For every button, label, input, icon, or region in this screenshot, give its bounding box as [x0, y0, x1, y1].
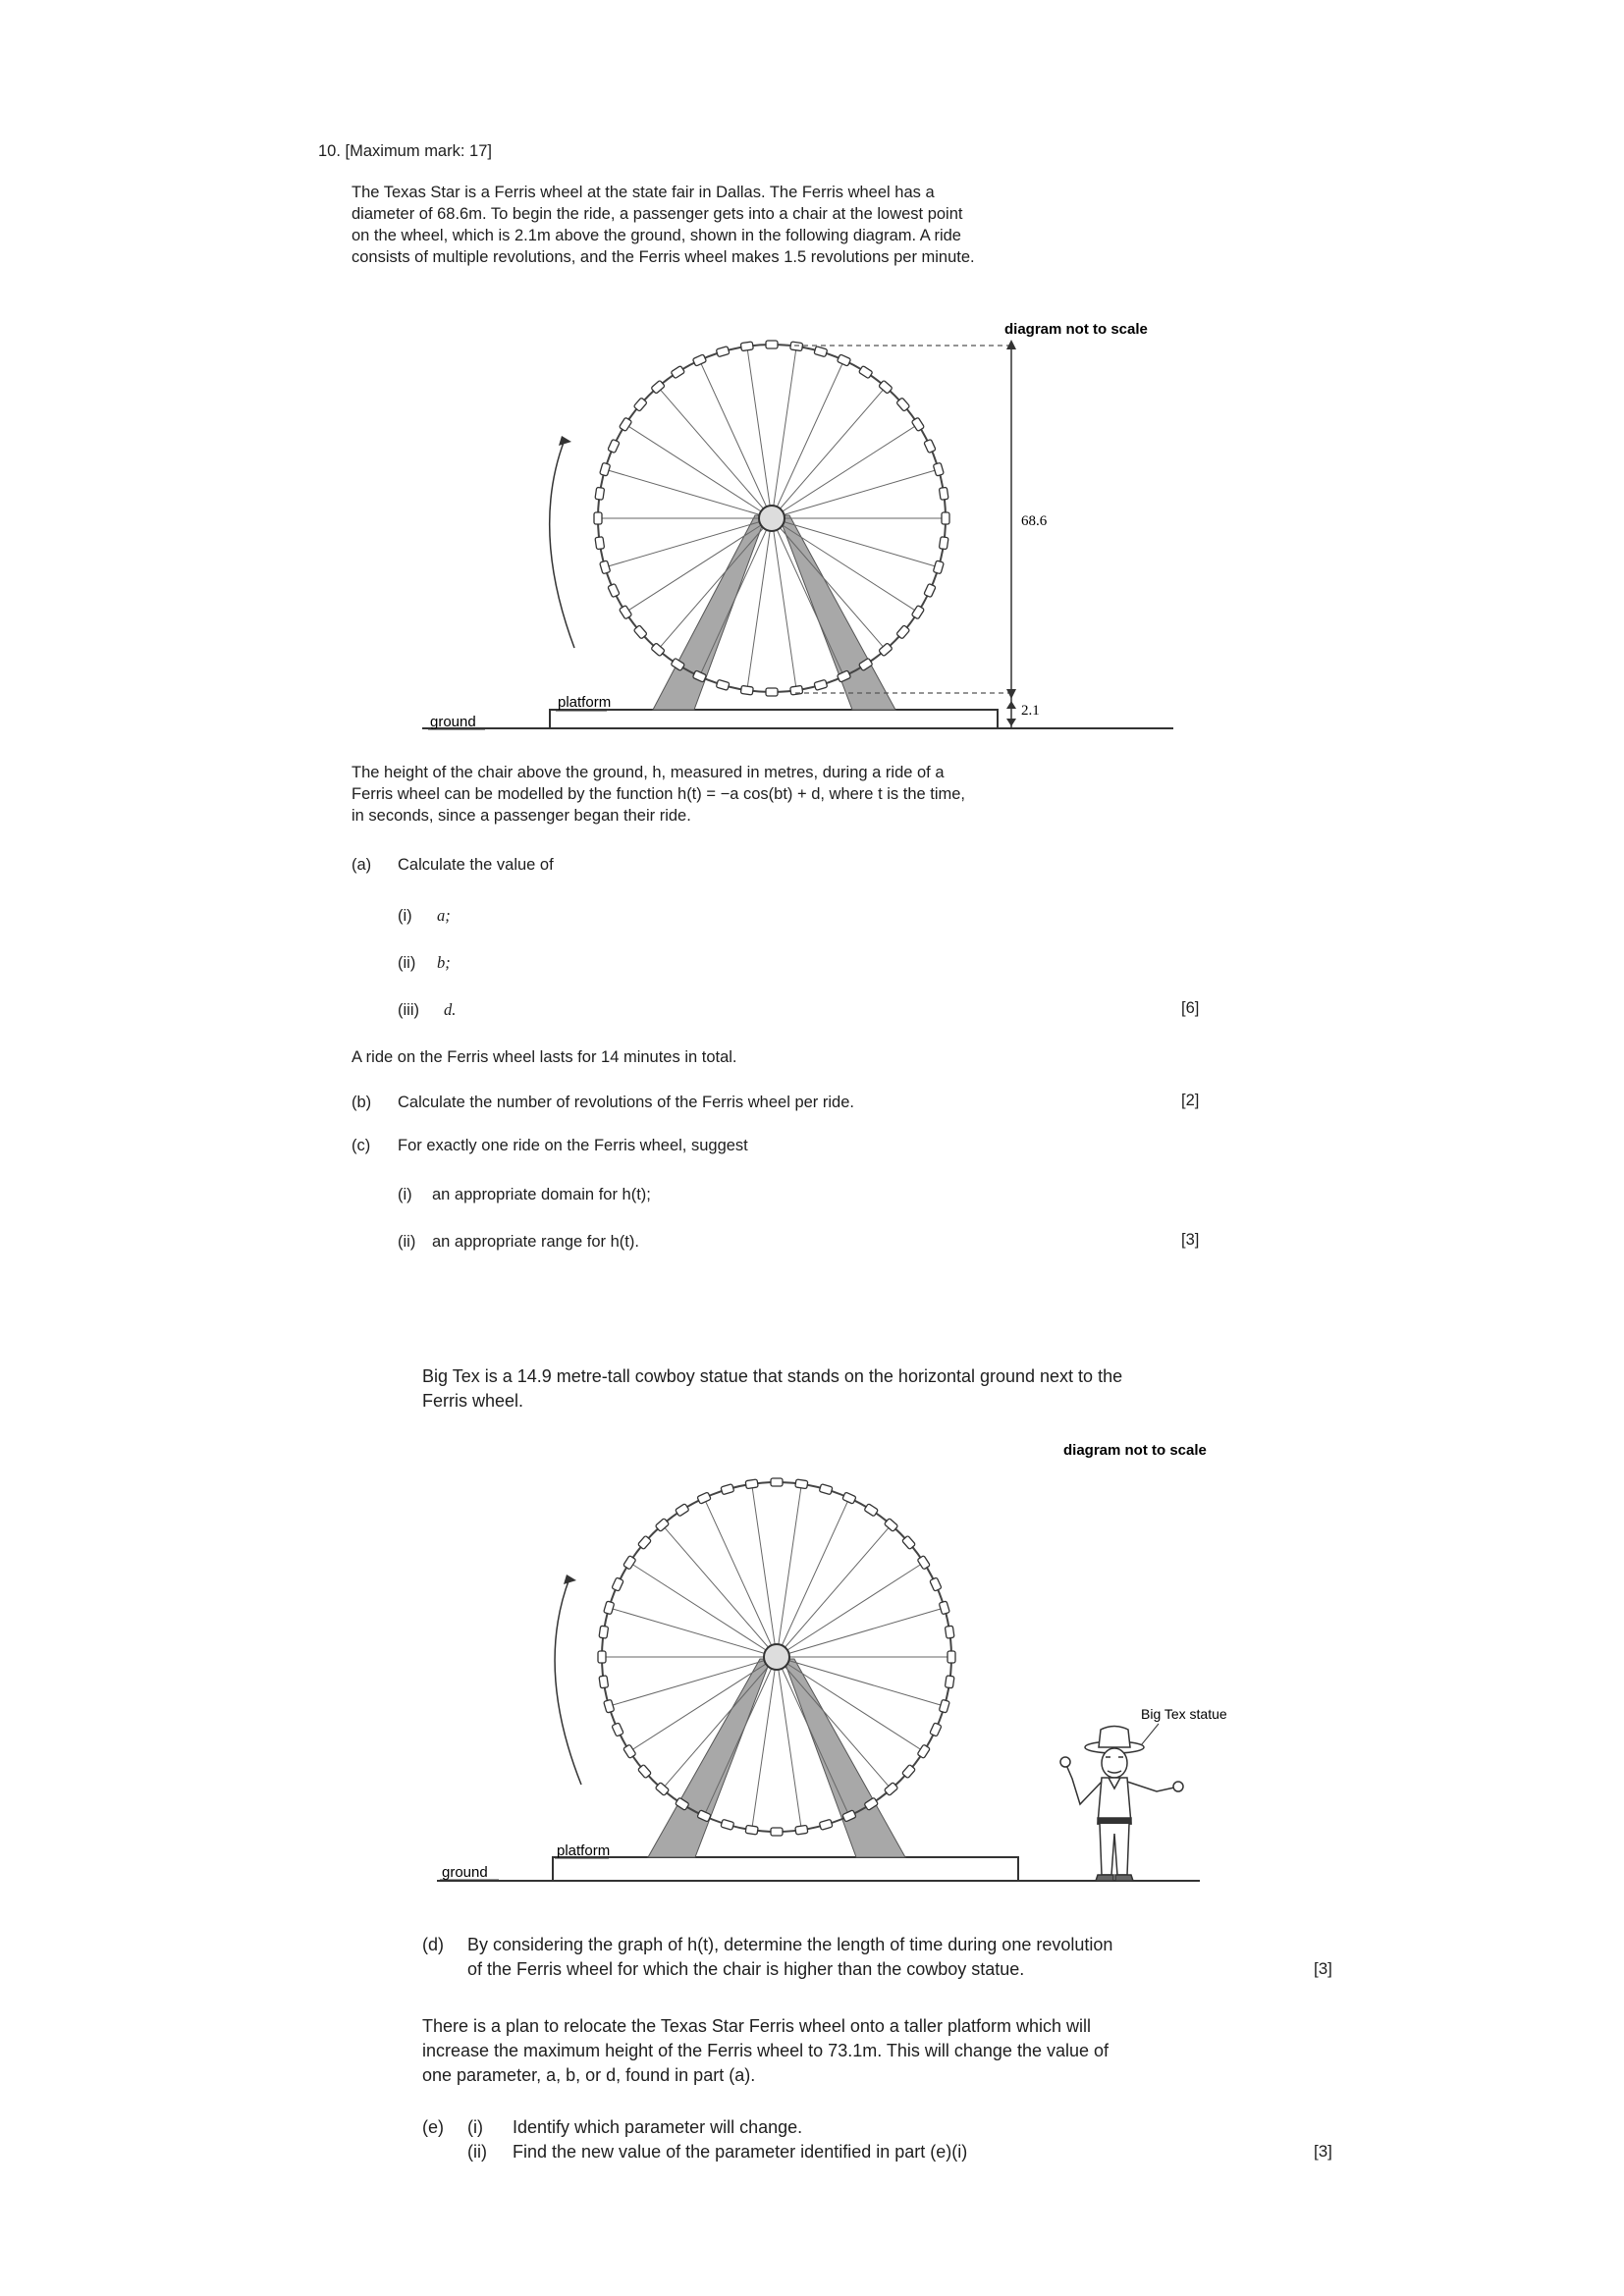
question-header: 10. [Maximum mark: 17]	[318, 142, 492, 160]
gondola-car	[945, 1626, 954, 1638]
legs	[1100, 1824, 1129, 1875]
ground-label: ground	[430, 714, 476, 730]
gondola-car	[612, 1723, 623, 1736]
gondola-car	[604, 1601, 615, 1615]
gondola-car	[745, 1479, 758, 1489]
wheel-spoke	[752, 1484, 777, 1657]
gondola-car	[795, 1479, 808, 1489]
part-e-ii-label: (ii)	[467, 2142, 487, 2162]
part-e-ii-text: Find the new value of the parameter identified in part (e)(i)	[513, 2142, 968, 2162]
gondola-car	[917, 1744, 930, 1758]
diagram-note: diagram not to scale	[1004, 321, 1148, 338]
bigtex-line: Ferris wheel.	[422, 1391, 524, 1411]
gondola-car	[864, 1504, 878, 1517]
wheel-spoke	[662, 1524, 777, 1657]
gondola-car	[842, 1492, 856, 1504]
gondola-car	[930, 1577, 942, 1591]
gondola-car	[623, 1744, 636, 1758]
big-tex-statue	[1060, 1727, 1183, 1882]
part-a-i-text: a;	[437, 906, 451, 925]
intro-line: diameter of 68.6m. To begin the ride, a passenger gets into a chair at the lowest point	[352, 205, 963, 223]
part-e-marks: [3]	[1314, 2142, 1332, 2161]
gondola-car	[721, 1484, 734, 1495]
gondola-car	[604, 1699, 615, 1713]
gondola-car	[598, 1651, 606, 1663]
part-b-label: (b)	[352, 1094, 372, 1111]
bigtex-line: Big Tex is a 14.9 metre-tall cowboy statue that stands on the horizontal ground next to the	[422, 1366, 1123, 1386]
part-d-line: of the Ferris wheel for which the chair is higher than the cowboy statue.	[467, 1959, 1025, 1979]
relocate-line: one parameter, a, b, or d, found in part (a).	[422, 2065, 756, 2085]
platform-label: platform	[558, 694, 612, 711]
gondola-car	[795, 1825, 808, 1835]
part-c-text: For exactly one ride on the Ferris wheel, suggest	[398, 1137, 748, 1154]
gondola-car	[947, 1651, 955, 1663]
part-c-ii-label: (ii)	[398, 1233, 416, 1251]
model-line: Ferris wheel can be modelled by the function h(t) = −a cos(bt) + d, where t is the time,	[352, 785, 966, 803]
part-e-i-label: (i)	[467, 2117, 483, 2137]
torso	[1098, 1778, 1131, 1824]
gondola-car	[745, 1825, 758, 1835]
hat-crown	[1099, 1727, 1130, 1748]
intro-line: on the wheel, which is 2.1m above the ground, shown in the following diagram. A ride	[352, 227, 961, 244]
platform-label: platform	[557, 1842, 611, 1859]
part-d-marks: [3]	[1314, 1959, 1332, 1978]
wheel-hub	[764, 1644, 789, 1670]
part-d-line: By considering the graph of h(t), determine the length of time during one revolution	[467, 1935, 1113, 1954]
wheel-spoke	[777, 1484, 801, 1657]
gondola-car	[819, 1819, 833, 1830]
part-e-label: (e)	[422, 2117, 444, 2137]
ground-label: ground	[442, 1864, 488, 1881]
gondola-car	[599, 1676, 609, 1688]
ride-text: A ride on the Ferris wheel lasts for 14 minutes in total.	[352, 1048, 737, 1066]
part-c-label: (c)	[352, 1137, 371, 1154]
left-arm	[1066, 1765, 1102, 1804]
wheel-spoke	[777, 1608, 945, 1657]
part-b-marks: [2]	[1181, 1092, 1200, 1109]
gondola-car	[623, 1556, 636, 1570]
left-hand	[1060, 1757, 1070, 1767]
relocate-line: There is a plan to relocate the Texas Star Ferris wheel onto a taller platform which will	[422, 2016, 1091, 2036]
gondola-car	[917, 1556, 930, 1570]
model-line: in seconds, since a passenger began their ride.	[352, 807, 691, 825]
part-c-marks: [3]	[1181, 1231, 1200, 1249]
gondola-car	[939, 1601, 949, 1615]
gondola-car	[771, 1828, 783, 1836]
part-a-ii-label: (ii)	[398, 954, 416, 972]
base-label: 2.1	[1021, 703, 1040, 719]
gondola-car	[676, 1504, 689, 1517]
right-arm	[1127, 1782, 1174, 1791]
gondola-car	[771, 1478, 783, 1486]
gondola-car	[945, 1676, 954, 1688]
part-a-text: Calculate the value of	[398, 856, 554, 874]
part-c-ii-text: an appropriate range for h(t).	[432, 1233, 639, 1251]
part-c-i-text: an appropriate domain for h(t);	[432, 1186, 651, 1203]
gondola-car	[939, 1699, 949, 1713]
platform-rect	[553, 1857, 1018, 1881]
intro-line: The Texas Star is a Ferris wheel at the state fair in Dallas. The Ferris wheel has a	[352, 184, 935, 201]
part-a-marks: [6]	[1181, 999, 1200, 1017]
diagram-note: diagram not to scale	[1063, 1442, 1207, 1459]
part-e-i-text: Identify which parameter will change.	[513, 2117, 803, 2137]
right-hand	[1173, 1782, 1183, 1791]
relocate-line: increase the maximum height of the Ferris wheel to 73.1m. This will change the value of	[422, 2041, 1110, 2060]
gondola-car	[819, 1484, 833, 1495]
gondola-car	[930, 1723, 942, 1736]
part-a-i-label: (i)	[398, 907, 412, 925]
gondola-car	[697, 1492, 711, 1504]
part-c-i-label: (i)	[398, 1186, 412, 1203]
intro-line: consists of multiple revolutions, and the Ferris wheel makes 1.5 revolutions per minute.	[352, 248, 975, 266]
part-b-text: Calculate the number of revolutions of the Ferris wheel per ride.	[398, 1094, 854, 1111]
statue-label: Big Tex statue	[1141, 1706, 1227, 1722]
part-a-iii-text: d.	[444, 1000, 457, 1019]
part-a-iii-label: (iii)	[398, 1001, 419, 1019]
model-line: The height of the chair above the ground, h, measured in metres, during a ride of a	[352, 764, 945, 781]
belt	[1098, 1818, 1131, 1824]
wheel-spoke	[777, 1524, 892, 1657]
gondola-car	[599, 1626, 609, 1638]
part-a-label: (a)	[352, 856, 372, 874]
height-label: 68.6	[1021, 513, 1048, 529]
gondola-car	[612, 1577, 623, 1591]
rotation-arrowhead	[564, 1575, 576, 1584]
gondola-car	[721, 1819, 734, 1830]
part-d-label: (d)	[422, 1935, 444, 1954]
part-a-ii-text: b;	[437, 953, 451, 972]
wheel-spoke	[609, 1608, 777, 1657]
rotation-arrow	[555, 1578, 581, 1785]
